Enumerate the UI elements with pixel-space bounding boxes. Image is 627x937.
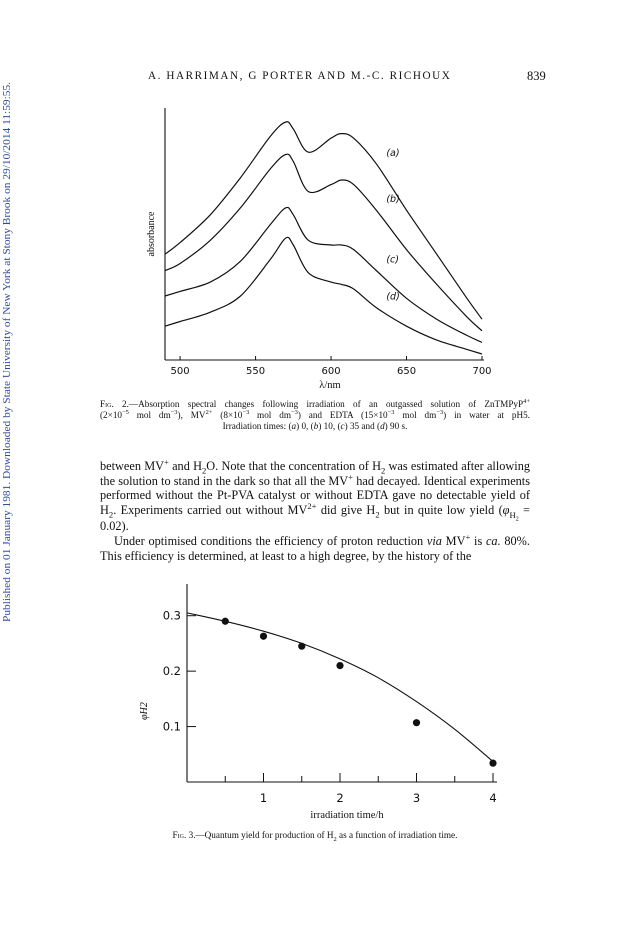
y-tick-label: 0.3 [162,608,181,623]
figure-2 [130,94,500,394]
x-tick-label: 4 [489,791,497,805]
body-paragraph-2: Under optimised conditions the efficiency of proton reduction via MV+ is ca. 80%. This efficiency is determined, at least to a high degree, by the history of the [100,531,530,563]
x-tick-label: 600 [321,366,341,377]
series-label: (c) [386,254,399,266]
data-point [413,719,420,726]
x-axis-label: irradiation time/h [310,810,384,821]
figure-3-caption: Fig. 3.—Quantum yield for production of $H_2$ as a function of irradiation time. [172,830,458,843]
y-tick-label: 0.2 [162,664,181,679]
running-header [0,70,627,90]
y-tick-label: 0.1 [162,719,181,734]
series-label: (a) [386,147,400,159]
fit-curve [187,613,493,762]
series-label: (d) [386,291,400,303]
y-axis-label: absorbance [146,211,157,257]
figure-2-caption-line-3: Irradiation times: (a) 0, (b) 10, (c) 35 and (d) 90 s. [222,420,408,431]
x-tick-label: 700 [472,366,492,377]
data-point [222,618,229,625]
body-text [100,456,530,563]
body-paragraph-1: between MV+ and $H_2O$. Note that the concentration of $H_2$ was estimated after allowing the solution to stand in the dark so that all the MV+ had decayed. Identical experiments performed without the Pt-PVA catalyst or without EDTA gave no detectable yield of $H_2$. Experiments carried out without $MV^{2+}$ did give $H_2$ but in quite low yield $(\varphi_{H_2} = 0.02)$. [100,456,530,534]
y-axis-label: φH2 [139,702,150,720]
x-tick-label: 650 [396,366,417,377]
x-axis-label: λ/nm [319,380,341,391]
running-header-authors: A. HARRIMAN, G PORTER AND M.-C. RICHOUX [148,70,452,82]
x-tick-label: 550 [246,366,266,377]
figure-2-caption-line-2: ($2\times 10^{-5}$ mol $dm^{-3}$), $MV^{2+}$ ($8\times 10^{-3}$ mol $dm^{-3}$) and EDTA ($15\times 10^{-3}$ mol $dm^{-3}$) in water at pH5. [100,408,530,420]
x-tick-label: 2 [336,791,344,805]
figure-2-caption-line-1: Fig. 2.—Absorption spectral changes following irradiation of an outgassed solution of ZnTMPyP$^{4+}$ [100,397,530,409]
spectrum-line-c [165,207,482,342]
spectrum-line-a [165,122,482,319]
page-number: 839 [527,69,546,83]
download-notice [0,60,20,620]
spectrum-line-b [165,154,482,331]
spectrum-line-d [165,237,482,354]
quantum-yield-chart [130,578,505,828]
figure-2-caption [100,399,530,431]
figure-3 [130,578,505,828]
absorption-spectra-chart [130,94,500,394]
data-point [336,662,343,669]
series-label: (b) [386,194,400,206]
data-point [298,643,305,650]
x-tick-label: 500 [170,366,190,377]
x-tick-label: 3 [412,791,421,805]
data-point [260,633,267,640]
download-notice-text: Published on 01 January 1981. Downloaded by State University of New York at Stony Brook on 29/10/2014 11:59:55. [2,133,13,622]
x-tick-label: 1 [259,791,268,805]
data-point [489,760,496,767]
